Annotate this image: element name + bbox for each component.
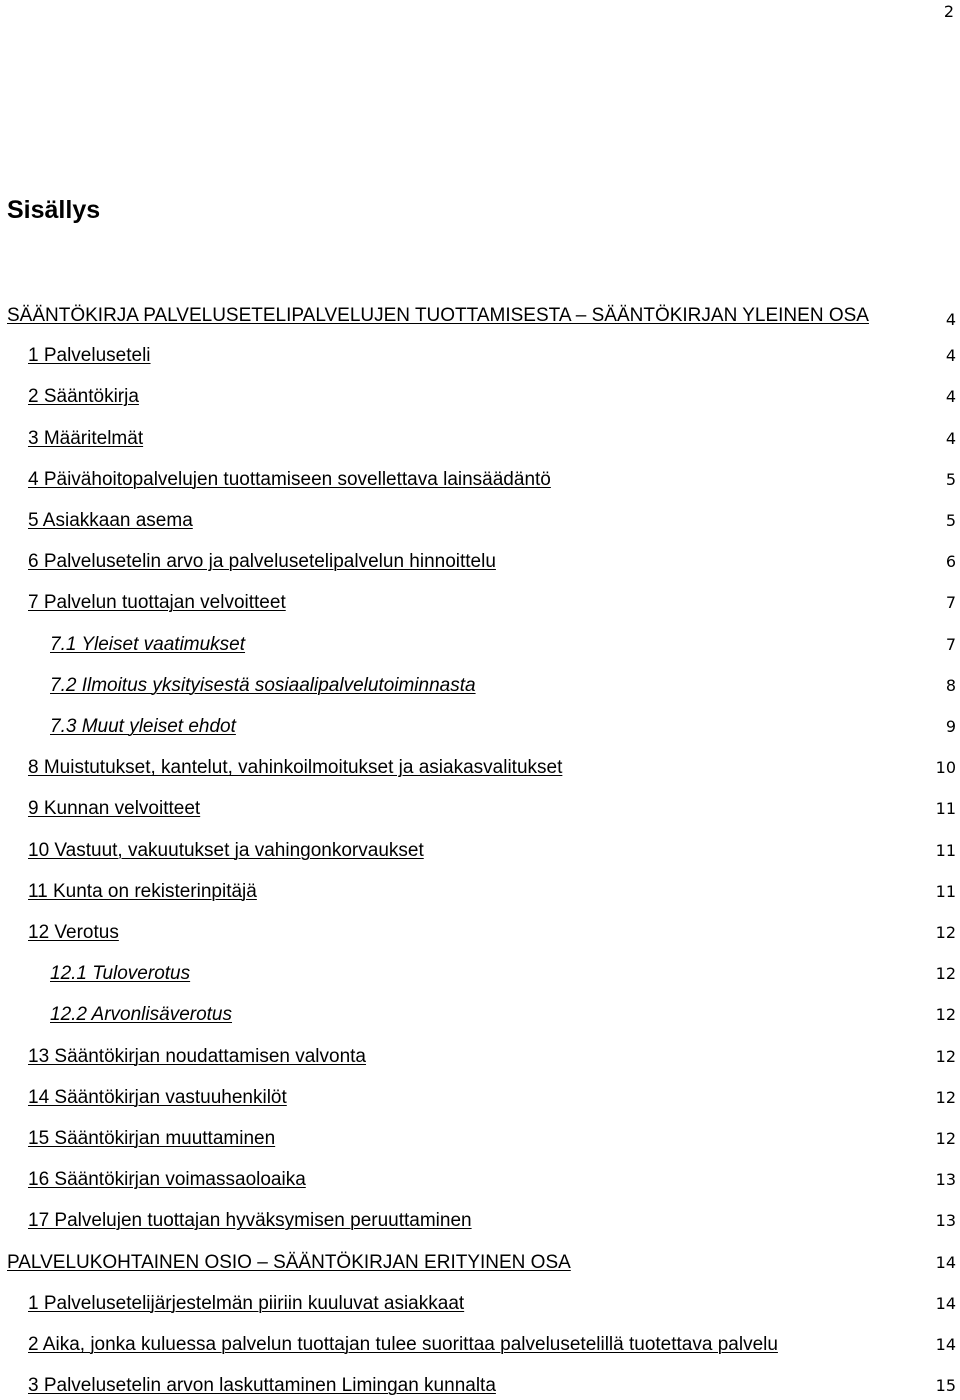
toc-entry[interactable] <box>0 749 960 779</box>
toc-entry-page-number: 5 <box>945 511 956 530</box>
toc-entry[interactable] <box>0 790 960 820</box>
toc-entry-page-number: 4 <box>945 428 956 448</box>
toc-entry-link[interactable]: 12.2 Arvonlisäverotus <box>50 1004 233 1026</box>
toc-entry-page-number: 8 <box>945 675 956 695</box>
toc-entry[interactable] <box>0 1161 960 1191</box>
toc-entry-link[interactable]: 7.1 Yleiset vaatimukset <box>50 633 246 655</box>
toc-entry-page-number: 7 <box>945 634 956 654</box>
page-number: 2 <box>943 2 954 21</box>
toc-entry-page-number: 7 <box>945 593 956 613</box>
toc-entry-page-number: 10 <box>935 758 956 778</box>
toc-entry-page-number: 4 <box>945 310 956 329</box>
toc-entry[interactable] <box>0 420 960 450</box>
toc-entry[interactable] <box>0 1244 960 1274</box>
toc-entry-link[interactable]: SÄÄNTÖKIRJA PALVELUSETELIPALVELUJEN TUOTTAMISESTA – SÄÄNTÖKIRJAN YLEINEN OSA <box>7 305 869 326</box>
toc-entry-link[interactable]: 3 Palvelusetelin arvon laskuttaminen Limingan kunnalta <box>28 1375 496 1397</box>
toc-entry[interactable] <box>0 543 960 573</box>
toc-entry[interactable] <box>0 996 960 1026</box>
toc-entry-link[interactable]: 12 Verotus <box>28 922 119 943</box>
toc-entry-page-number: 12 <box>935 1087 956 1107</box>
toc-entry[interactable] <box>0 955 960 985</box>
toc-entry-link[interactable]: 1 Palveluseteli <box>28 345 151 367</box>
toc-entry-link[interactable]: 13 Sääntökirjan noudattamisen valvonta <box>28 1045 367 1067</box>
toc-entry-link[interactable]: 2 Aika, jonka kuluessa palvelun tuottajan tulee suorittaa palvelusetelillä tuotettava palvelu <box>28 1334 778 1355</box>
toc-entry[interactable] <box>0 1038 960 1068</box>
toc-entry[interactable] <box>0 1367 960 1397</box>
toc-entry[interactable] <box>0 832 960 862</box>
toc-entry-page-number: 6 <box>945 552 956 572</box>
toc-entry-page-number: 12 <box>935 1005 956 1025</box>
toc-entry-page-number: 12 <box>935 1129 956 1148</box>
toc-entry-link[interactable]: 7 Palvelun tuottajan velvoitteet <box>28 592 286 614</box>
toc-entry-link[interactable]: 7.3 Muut yleiset ehdot <box>50 716 236 737</box>
toc-entry-link[interactable]: 9 Kunnan velvoitteet <box>28 798 201 820</box>
toc-entry[interactable] <box>0 461 960 491</box>
toc-entry-link[interactable]: 4 Päivähoitopalvelujen tuottamiseen sovellettava lainsäädäntö <box>28 468 551 490</box>
toc-entry[interactable] <box>0 1120 960 1150</box>
toc-entry-link[interactable]: 15 Sääntökirjan muuttaminen <box>28 1128 276 1149</box>
toc-entry-link[interactable]: 6 Palvelusetelin arvo ja palvelusetelipalvelun hinnoittelu <box>28 551 496 573</box>
toc-entry-page-number: 14 <box>935 1252 956 1272</box>
toc-entry-page-number: 11 <box>935 799 956 819</box>
toc-entry-page-number: 15 <box>935 1376 956 1396</box>
toc-entry-link[interactable]: 3 Määritelmät <box>28 427 144 449</box>
toc-entry-link[interactable]: 17 Palvelujen tuottajan hyväksymisen peruuttaminen <box>28 1210 472 1232</box>
toc-entry[interactable] <box>0 378 960 408</box>
toc-entry[interactable] <box>0 1285 960 1315</box>
toc-entry[interactable] <box>0 914 960 944</box>
toc-entry-link[interactable]: 11 Kunta on rekisterinpitäjä <box>28 880 257 902</box>
toc-entry-page-number: 12 <box>935 1046 956 1066</box>
toc-entry-page-number: 14 <box>935 1335 956 1354</box>
toc-entry-link[interactable]: 5 Asiakkaan asema <box>28 510 193 531</box>
toc-entry[interactable] <box>0 626 960 656</box>
toc-entry-page-number: 4 <box>945 346 956 366</box>
toc-entry[interactable] <box>0 667 960 697</box>
toc-entry[interactable] <box>0 1326 960 1356</box>
toc-entry-link[interactable]: PALVELUKOHTAINEN OSIO – SÄÄNTÖKIRJAN ERITYINEN OSA <box>7 1251 571 1273</box>
toc-entry-link[interactable]: 7.2 Ilmoitus yksityisestä sosiaalipalvelutoiminnasta <box>50 674 476 696</box>
toc-entry[interactable] <box>0 1202 960 1232</box>
toc-entry[interactable] <box>0 708 960 738</box>
toc-entry-link[interactable]: 2 Sääntökirja <box>28 386 139 408</box>
toc-entry-page-number: 12 <box>935 964 956 984</box>
toc-entry-link[interactable]: 8 Muistutukset, kantelut, vahinkoilmoitukset ja asiakasvalitukset <box>28 757 563 779</box>
toc-entry-page-number: 5 <box>945 469 956 489</box>
toc-entry-page-number: 11 <box>935 840 956 860</box>
toc-entry-page-number: 12 <box>935 923 956 942</box>
toc-entry-page-number: 9 <box>945 717 956 736</box>
toc-heading: Sisällys <box>7 196 101 224</box>
toc-entry-page-number: 13 <box>935 1211 956 1231</box>
toc-entry-link[interactable]: 1 Palvelusetelijärjestelmän piiriin kuuluvat asiakkaat <box>28 1292 465 1314</box>
toc-entry-link[interactable]: 12.1 Tuloverotus <box>50 963 191 985</box>
toc-entry-link[interactable]: 10 Vastuut, vakuutukset ja vahingonkorvaukset <box>28 839 424 861</box>
toc-entry-page-number: 11 <box>935 881 956 901</box>
toc-entry-page-number: 14 <box>935 1293 956 1313</box>
toc-entry[interactable] <box>0 337 960 367</box>
toc-entry[interactable] <box>0 502 960 532</box>
toc-entry[interactable] <box>0 1079 960 1109</box>
toc-entry[interactable] <box>0 873 960 903</box>
toc-entry-link[interactable]: 14 Sääntökirjan vastuuhenkilöt <box>28 1086 287 1108</box>
toc-entry-link[interactable]: 16 Sääntökirjan voimassaoloaika <box>28 1169 306 1191</box>
toc-entry[interactable] <box>0 269 960 331</box>
toc-entry-page-number: 4 <box>945 387 956 407</box>
toc-entry-page-number: 13 <box>935 1170 956 1190</box>
toc-entry[interactable] <box>0 584 960 614</box>
